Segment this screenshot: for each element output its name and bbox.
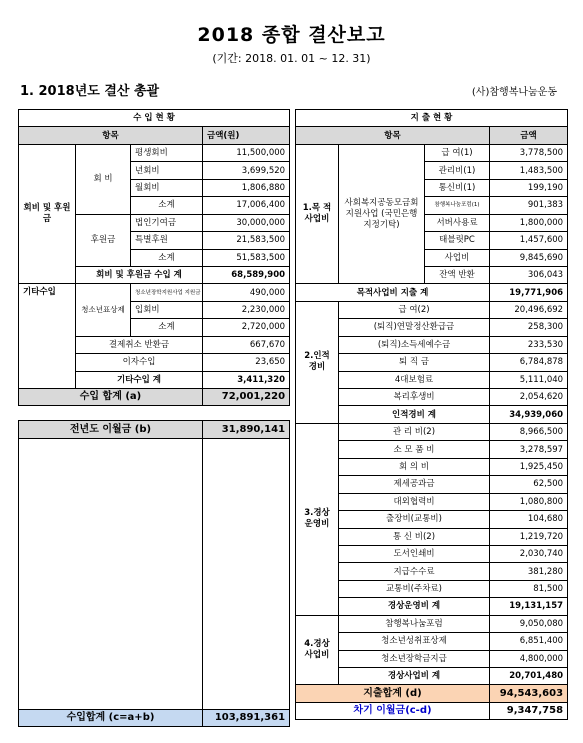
row-label: 통신비(1) [425, 179, 490, 196]
income-grand-amount: 103,891,361 [203, 709, 290, 726]
group-total-amount: 20,701,480 [490, 668, 568, 685]
row-amount: 81,500 [490, 580, 568, 597]
group-total-label: 경상사업비 계 [339, 668, 490, 685]
row-amount: 9,050,080 [490, 615, 568, 632]
row-label: (퇴직)소득세예수금 [339, 336, 490, 353]
row-label: 청소년장학지원사업 지원금 [131, 284, 203, 301]
row-amount: 1,080,800 [490, 493, 568, 510]
row-amount: 21,583,500 [203, 232, 290, 249]
row-label: (퇴직)연말정산환급금 [339, 319, 490, 336]
row-label: 입회비 [131, 301, 203, 318]
carryover-label: 전년도 이월금 (b) [19, 421, 203, 438]
row-label: 년회비 [131, 162, 203, 179]
row-label: 퇴 직 금 [339, 354, 490, 371]
row-label: 결제취소 반환금 [76, 336, 203, 353]
expense-total-amount: 94,543,603 [490, 685, 568, 702]
section-title: 1. 2018년도 결산 총괄 [20, 84, 160, 99]
row-label: 소계 [131, 319, 203, 336]
row-amount: 306,043 [490, 266, 568, 283]
group-total-label: 기타수입 계 [76, 371, 203, 388]
row-amount: 258,300 [490, 319, 568, 336]
row-amount: 20,496,692 [490, 301, 568, 318]
row-label: 도서인쇄비 [339, 545, 490, 562]
subgroup-sponsorship: 후원금 [76, 214, 131, 266]
row-label: 통 신 비(2) [339, 528, 490, 545]
row-amount: 901,383 [490, 197, 568, 214]
group-other-income: 기타수입 [19, 284, 76, 389]
income-total-label: 수입 합계 (a) [19, 389, 203, 406]
row-amount: 11,500,000 [203, 144, 290, 161]
row-label: 법인기여금 [131, 214, 203, 231]
group-total-amount: 19,771,906 [490, 284, 568, 301]
income-total-amount: 72,001,220 [203, 389, 290, 406]
row-amount: 4,800,000 [490, 650, 568, 667]
income-header: 수 입 현 황 [19, 110, 290, 127]
row-amount: 30,000,000 [203, 214, 290, 231]
row-amount: 5,111,040 [490, 371, 568, 388]
expense-table [295, 109, 568, 720]
expense-col-amount: 금액 [490, 127, 568, 144]
row-label: 회 의 비 [339, 458, 490, 475]
row-amount: 6,784,878 [490, 354, 568, 371]
row-label: 교통비(주차료) [339, 580, 490, 597]
group-operating: 3.경상 운영비 [296, 423, 339, 615]
row-amount: 2,030,740 [490, 545, 568, 562]
row-amount: 3,278,597 [490, 441, 568, 458]
subgroup-youth: 청소년표상제 [76, 284, 131, 336]
group-total-amount: 68,589,900 [203, 266, 290, 283]
row-amount: 2,054,620 [490, 389, 568, 406]
row-amount: 2,720,000 [203, 319, 290, 336]
row-amount: 381,280 [490, 563, 568, 580]
row-label: 복리후생비 [339, 389, 490, 406]
group-total-label: 회비 및 후원금 수입 계 [76, 266, 203, 283]
balance-label: 차기 이월금(c-d) [296, 702, 490, 719]
spacer [19, 406, 290, 421]
row-amount: 199,190 [490, 179, 568, 196]
income-grand-label: 수입합계 (c=a+b) [19, 709, 203, 726]
row-label: 잔액 반환 [425, 266, 490, 283]
income-table [18, 109, 290, 727]
group-personnel: 2.인적 경비 [296, 301, 339, 423]
row-label: 관 리 비(2) [339, 423, 490, 440]
subgroup-community-chest: 사회복지공동모금회 지원사업 (국민은행 지정기탁) [339, 144, 425, 284]
empty-area [203, 438, 290, 709]
group-total-amount: 3,411,320 [203, 371, 290, 388]
row-label: 평생회비 [131, 144, 203, 161]
row-amount: 2,230,000 [203, 301, 290, 318]
row-label: 태블릿PC [425, 232, 490, 249]
row-amount: 62,500 [490, 476, 568, 493]
row-amount: 1,457,600 [490, 232, 568, 249]
group-total-label: 인적경비 계 [339, 406, 490, 423]
row-label: 대외협력비 [339, 493, 490, 510]
row-amount: 1,483,500 [490, 162, 568, 179]
row-label: 4대보험료 [339, 371, 490, 388]
row-label: 참행복나눔포럼 [339, 615, 490, 632]
row-label: 사업비 [425, 249, 490, 266]
row-label: 지급수수료 [339, 563, 490, 580]
row-amount: 51,583,500 [203, 249, 290, 266]
row-label: 소 모 품 비 [339, 441, 490, 458]
row-label: 참행복나눔포럼(1) [425, 197, 490, 214]
row-amount: 3,699,520 [203, 162, 290, 179]
row-amount: 667,670 [203, 336, 290, 353]
row-label: 관리비(1) [425, 162, 490, 179]
row-label: 제세공과금 [339, 476, 490, 493]
row-amount: 1,806,880 [203, 179, 290, 196]
group-fees-sponsorship: 회비 및 후원금 [19, 144, 76, 284]
row-label: 청소년성취표상제 [339, 633, 490, 650]
period: (기간: 2018. 01. 01 ~ 12. 31) [212, 52, 371, 65]
balance-amount: 9,347,758 [490, 702, 568, 719]
income-col-amount: 금액(원) [203, 127, 290, 144]
row-amount: 104,680 [490, 511, 568, 528]
expense-col-item: 항목 [296, 127, 490, 144]
subgroup-fees: 회 비 [76, 144, 131, 214]
row-label: 소계 [131, 197, 203, 214]
organization-name: (사)참행복나눔운동 [471, 87, 557, 98]
group-program: 4.경상 사업비 [296, 615, 339, 685]
row-amount: 9,845,690 [490, 249, 568, 266]
row-amount: 6,851,400 [490, 633, 568, 650]
row-label: 청소년장학금지급 [339, 650, 490, 667]
group-total-amount: 34,939,060 [490, 406, 568, 423]
row-label: 급 여(1) [425, 144, 490, 161]
row-amount: 3,778,500 [490, 144, 568, 161]
row-label: 이자수입 [76, 354, 203, 371]
row-amount: 1,925,450 [490, 458, 568, 475]
carryover-amount: 31,890,141 [203, 421, 290, 438]
row-label: 출장비(교통비) [339, 511, 490, 528]
row-label: 특별후원 [131, 232, 203, 249]
group-total-amount: 19,131,157 [490, 598, 568, 615]
row-amount: 490,000 [203, 284, 290, 301]
row-label: 서버사용료 [425, 214, 490, 231]
row-label: 월회비 [131, 179, 203, 196]
row-amount: 233,530 [490, 336, 568, 353]
row-amount: 8,966,500 [490, 423, 568, 440]
income-col-item: 항목 [19, 127, 203, 144]
expense-total-label: 지출합계 (d) [296, 685, 490, 702]
row-amount: 23,650 [203, 354, 290, 371]
group-purpose-business: 1.목 적 사업비 [296, 144, 339, 284]
row-label: 소계 [131, 249, 203, 266]
row-amount: 1,800,000 [490, 214, 568, 231]
page-title: 2018 종합 결산보고 [197, 24, 386, 46]
row-amount: 17,006,400 [203, 197, 290, 214]
group-total-label: 경상운영비 계 [339, 598, 490, 615]
row-amount: 1,219,720 [490, 528, 568, 545]
group-total-label: 목적사업비 지출 계 [296, 284, 490, 301]
row-label: 급 여(2) [339, 301, 490, 318]
empty-area [19, 438, 203, 709]
expense-header: 지 출 현 황 [296, 110, 568, 127]
